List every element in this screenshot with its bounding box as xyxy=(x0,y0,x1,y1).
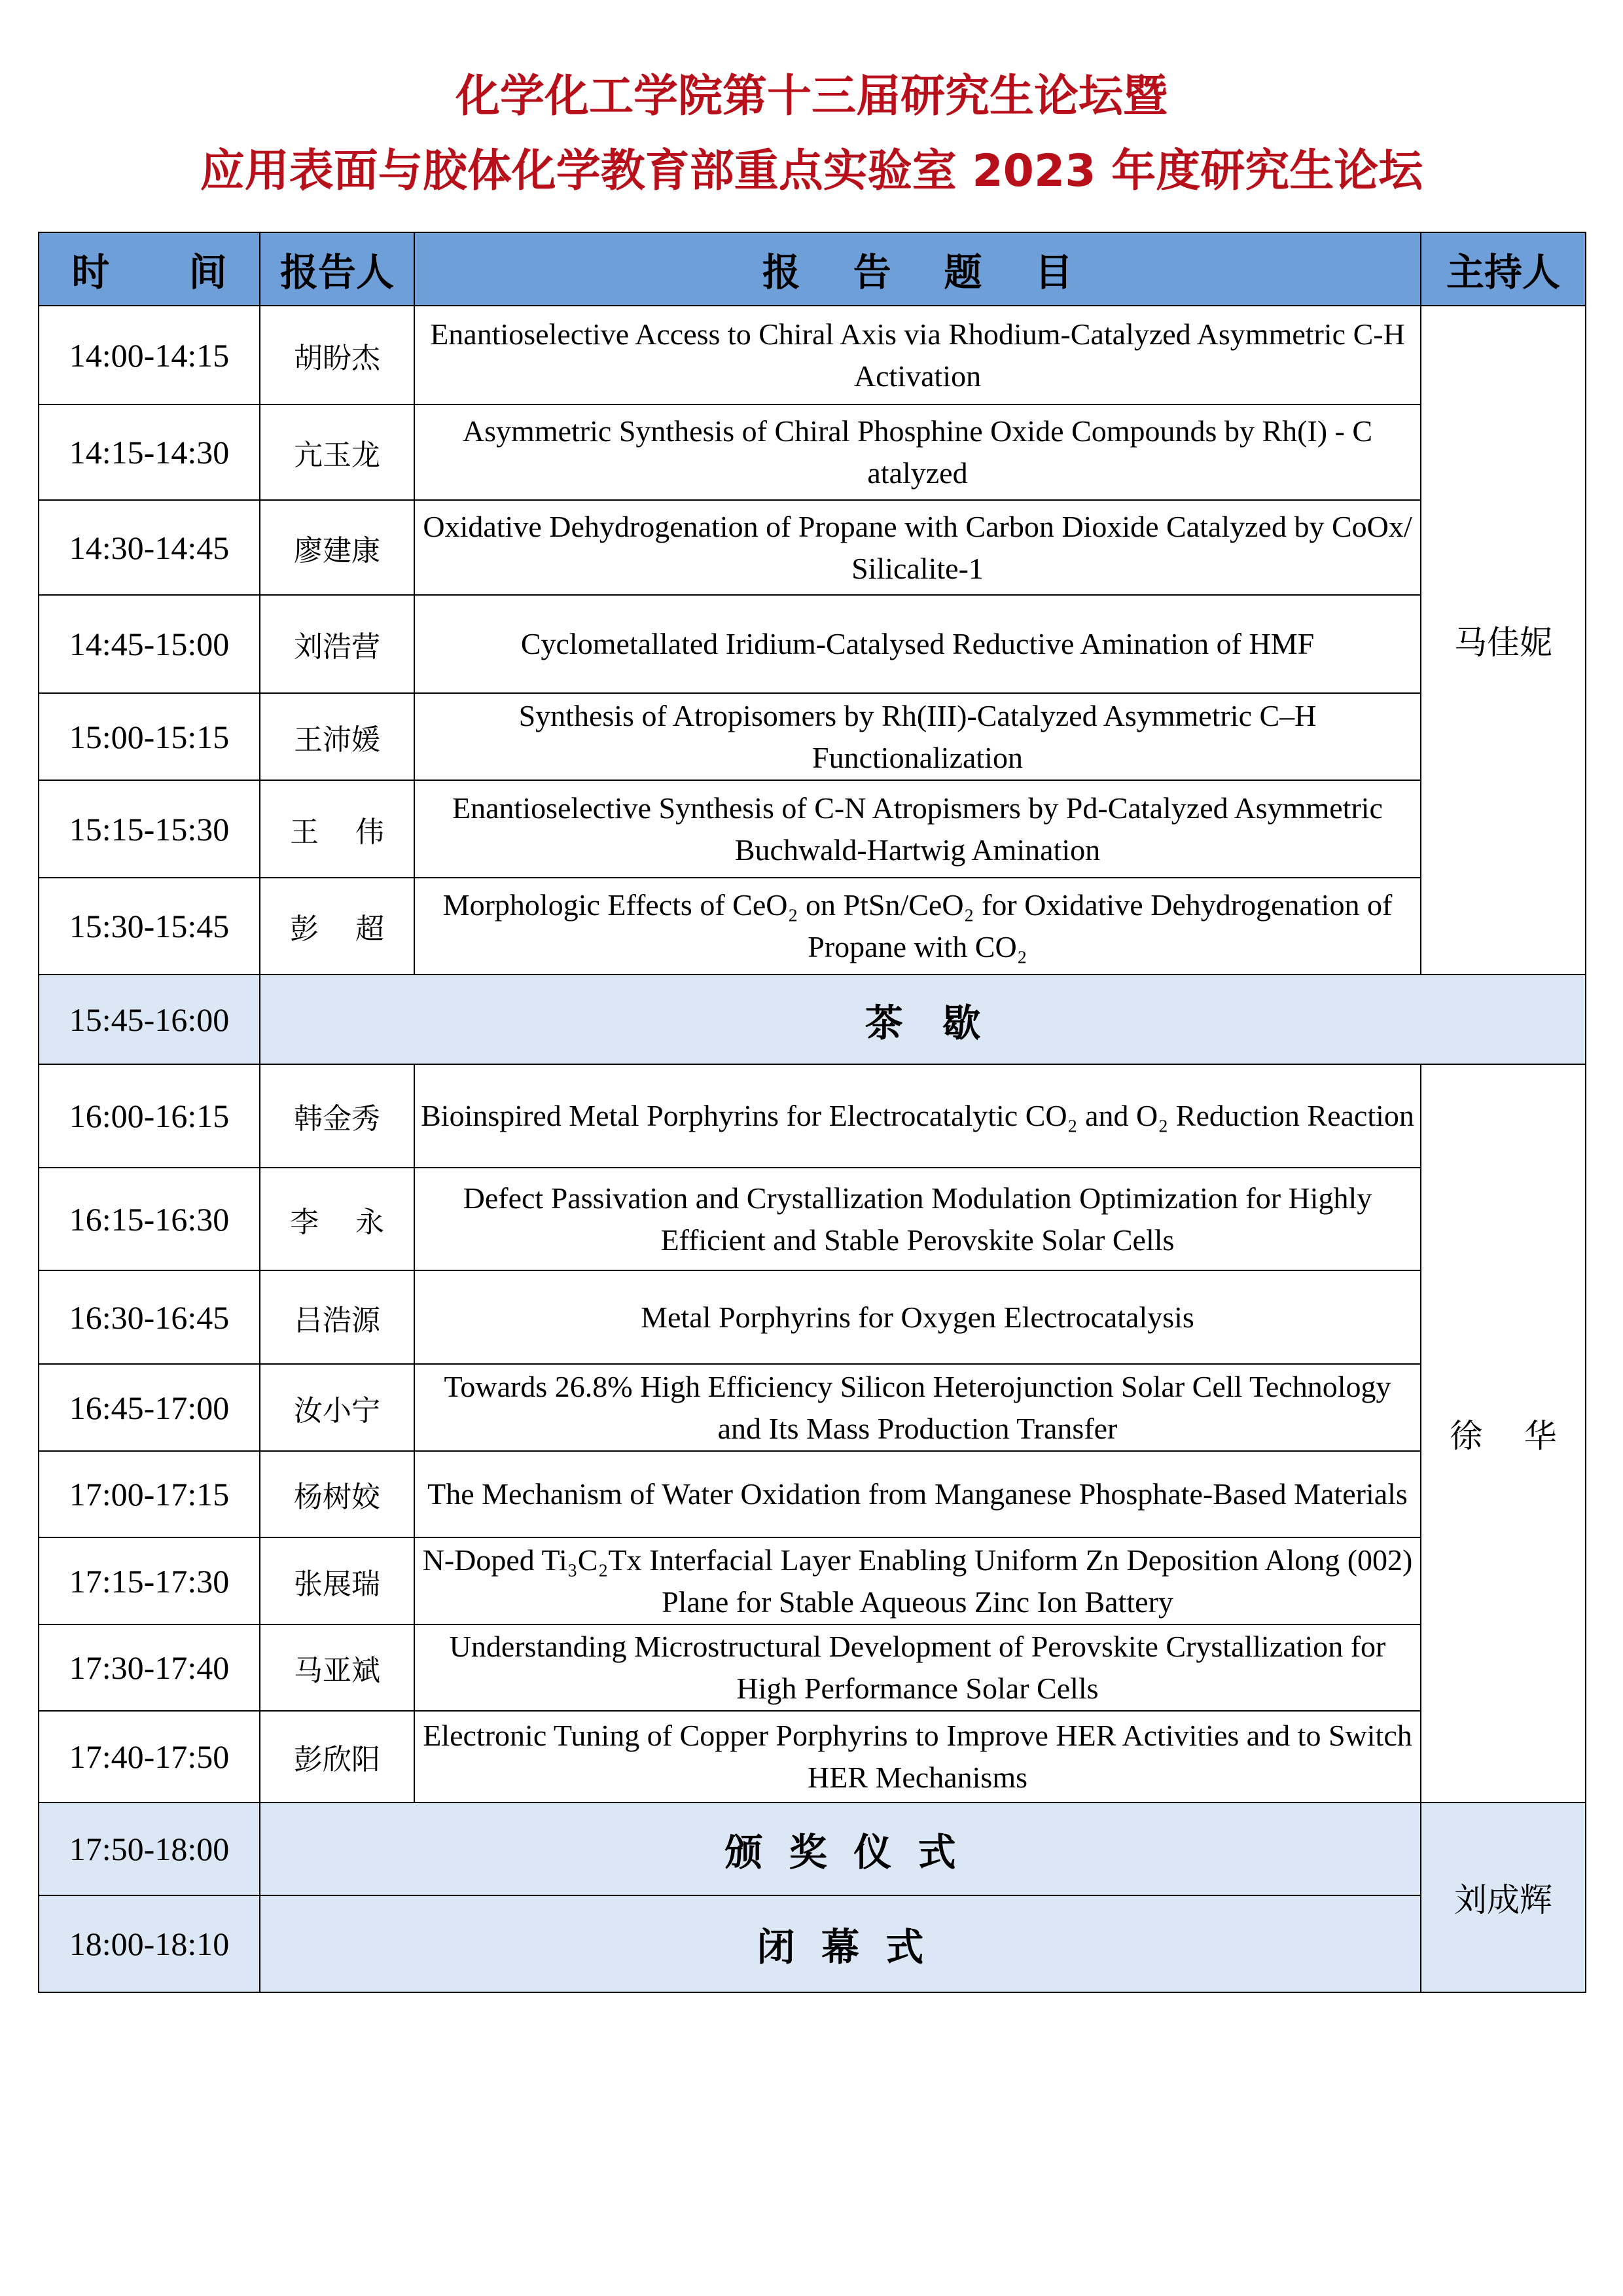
table-row xyxy=(39,1270,1586,1364)
table-row xyxy=(39,595,1586,693)
row-time: 14:15-14:30 xyxy=(39,404,260,500)
row-speaker: 彭欣阳 xyxy=(260,1711,414,1803)
row-time: 15:15-15:30 xyxy=(39,780,260,878)
row-time: 15:00-15:15 xyxy=(39,693,260,780)
row-topic: N-Doped Ti₃C₂Tx Interfacial Layer Enabling Uniform Zn Deposition Along (002) Plane for Stable Aqueous Zinc Ion Battery xyxy=(414,1537,1421,1624)
row-topic: Synthesis of Atropisomers by Rh(III)-Catalyzed Asymmetric C–H Functionalization xyxy=(414,693,1421,780)
header-time: 时 间 xyxy=(39,232,260,306)
row-speaker: 汝小宁 xyxy=(260,1364,414,1451)
row-time: 15:30-15:45 xyxy=(39,878,260,975)
row-topic: Understanding Microstructural Development of Perovskite Crystallization for High Performance Solar Cells xyxy=(414,1624,1421,1711)
award-ceremony-label: 颁 奖 仪 式 xyxy=(260,1803,1421,1895)
row-topic: Asymmetric Synthesis of Chiral Phosphine Oxide Compounds by Rh(I) - C atalyzed xyxy=(414,404,1421,500)
break-time: 15:45-16:00 xyxy=(39,975,260,1064)
table-row xyxy=(39,878,1586,975)
table-row xyxy=(39,500,1586,595)
row-topic: Oxidative Dehydrogenation of Propane with Carbon Dioxide Catalyzed by CoOx/ Silicalite-1 xyxy=(414,500,1421,595)
table-row xyxy=(39,404,1586,500)
closing-host: 刘成辉 xyxy=(1421,1803,1586,1992)
session1-host: 马佳妮 xyxy=(1421,306,1586,975)
row-topic: Enantioselective Access to Chiral Axis via Rhodium-Catalyzed Asymmetric C-H Activation xyxy=(414,306,1421,404)
closing-ceremony-label: 闭 幕 式 xyxy=(260,1895,1421,1992)
row-topic: Metal Porphyrins for Oxygen Electrocatalysis xyxy=(414,1270,1421,1364)
table-row xyxy=(39,780,1586,878)
table-row xyxy=(39,1711,1586,1803)
row-speaker: 马亚斌 xyxy=(260,1624,414,1711)
row-speaker: 吕浩源 xyxy=(260,1270,414,1364)
row-speaker: 彭 超 xyxy=(260,878,414,975)
table-row xyxy=(39,1064,1586,1168)
row-speaker: 刘浩营 xyxy=(260,595,414,693)
row-topic: Cyclometallated Iridium-Catalysed Reductive Amination of HMF xyxy=(414,595,1421,693)
row-speaker: 杨树姣 xyxy=(260,1451,414,1537)
row-topic: Electronic Tuning of Copper Porphyrins to Improve HER Activities and to Switch HER Mechanisms xyxy=(414,1711,1421,1803)
header-host: 主持人 xyxy=(1421,232,1586,306)
header-topic: 报 告 题 目 xyxy=(414,232,1421,306)
program-title-line2: 应用表面与胶体化学教育部重点实验室 2023 年度研究生论坛 xyxy=(200,145,1423,197)
header-speaker: 报告人 xyxy=(260,232,414,306)
award-time: 17:50-18:00 xyxy=(39,1803,260,1895)
row-time: 17:40-17:50 xyxy=(39,1711,260,1803)
schedule-header-row xyxy=(39,232,1586,306)
row-speaker: 亢玉龙 xyxy=(260,404,414,500)
row-time: 14:00-14:15 xyxy=(39,306,260,404)
table-row xyxy=(39,306,1586,404)
row-topic: Defect Passivation and Crystallization Modulation Optimization for Highly Efficient and Stable Perovskite Solar Cells xyxy=(414,1168,1421,1270)
program-title-line1: 化学化工学院第十三届研究生论坛暨 xyxy=(455,71,1168,122)
table-row xyxy=(39,1537,1586,1624)
row-speaker: 廖建康 xyxy=(260,500,414,595)
row-time: 17:15-17:30 xyxy=(39,1537,260,1624)
row-time: 16:45-17:00 xyxy=(39,1364,260,1451)
row-topic: Bioinspired Metal Porphyrins for Electrocatalytic CO₂ and O₂ Reduction Reaction xyxy=(414,1064,1421,1168)
closing-time: 18:00-18:10 xyxy=(39,1895,260,1992)
row-time: 14:30-14:45 xyxy=(39,500,260,595)
award-ceremony-row xyxy=(39,1803,1586,1895)
row-speaker: 张展瑞 xyxy=(260,1537,414,1624)
row-time: 14:45-15:00 xyxy=(39,595,260,693)
table-row xyxy=(39,1451,1586,1537)
table-row xyxy=(39,1364,1586,1451)
table-row xyxy=(39,1624,1586,1711)
row-speaker: 王沛媛 xyxy=(260,693,414,780)
row-speaker: 王 伟 xyxy=(260,780,414,878)
table-row xyxy=(39,1168,1586,1270)
closing-ceremony-row xyxy=(39,1895,1586,1992)
row-time: 16:15-16:30 xyxy=(39,1168,260,1270)
row-topic: Enantioselective Synthesis of C-N Atropismers by Pd-Catalyzed Asymmetric Buchwald-Hartwig Amination xyxy=(414,780,1421,878)
table-row xyxy=(39,693,1586,780)
tea-break-row xyxy=(39,975,1586,1064)
row-speaker: 李 永 xyxy=(260,1168,414,1270)
row-speaker: 韩金秀 xyxy=(260,1064,414,1168)
session2-host: 徐 华 xyxy=(1421,1064,1586,1803)
row-time: 16:00-16:15 xyxy=(39,1064,260,1168)
row-time: 17:30-17:40 xyxy=(39,1624,260,1711)
schedule-table xyxy=(38,232,1586,1993)
row-time: 17:00-17:15 xyxy=(39,1451,260,1537)
tea-break-label: 茶 歇 xyxy=(260,975,1586,1064)
row-topic: The Mechanism of Water Oxidation from Manganese Phosphate-Based Materials xyxy=(414,1451,1421,1537)
row-topic: Morphologic Effects of CeO₂ on PtSn/CeO₂ for Oxidative Dehydrogenation of Propane with CO₂ xyxy=(414,878,1421,975)
row-speaker: 胡盼杰 xyxy=(260,306,414,404)
row-time: 16:30-16:45 xyxy=(39,1270,260,1364)
row-topic: Towards 26.8% High Efficiency Silicon Heterojunction Solar Cell Technology and Its Mass Production Transfer xyxy=(414,1364,1421,1451)
